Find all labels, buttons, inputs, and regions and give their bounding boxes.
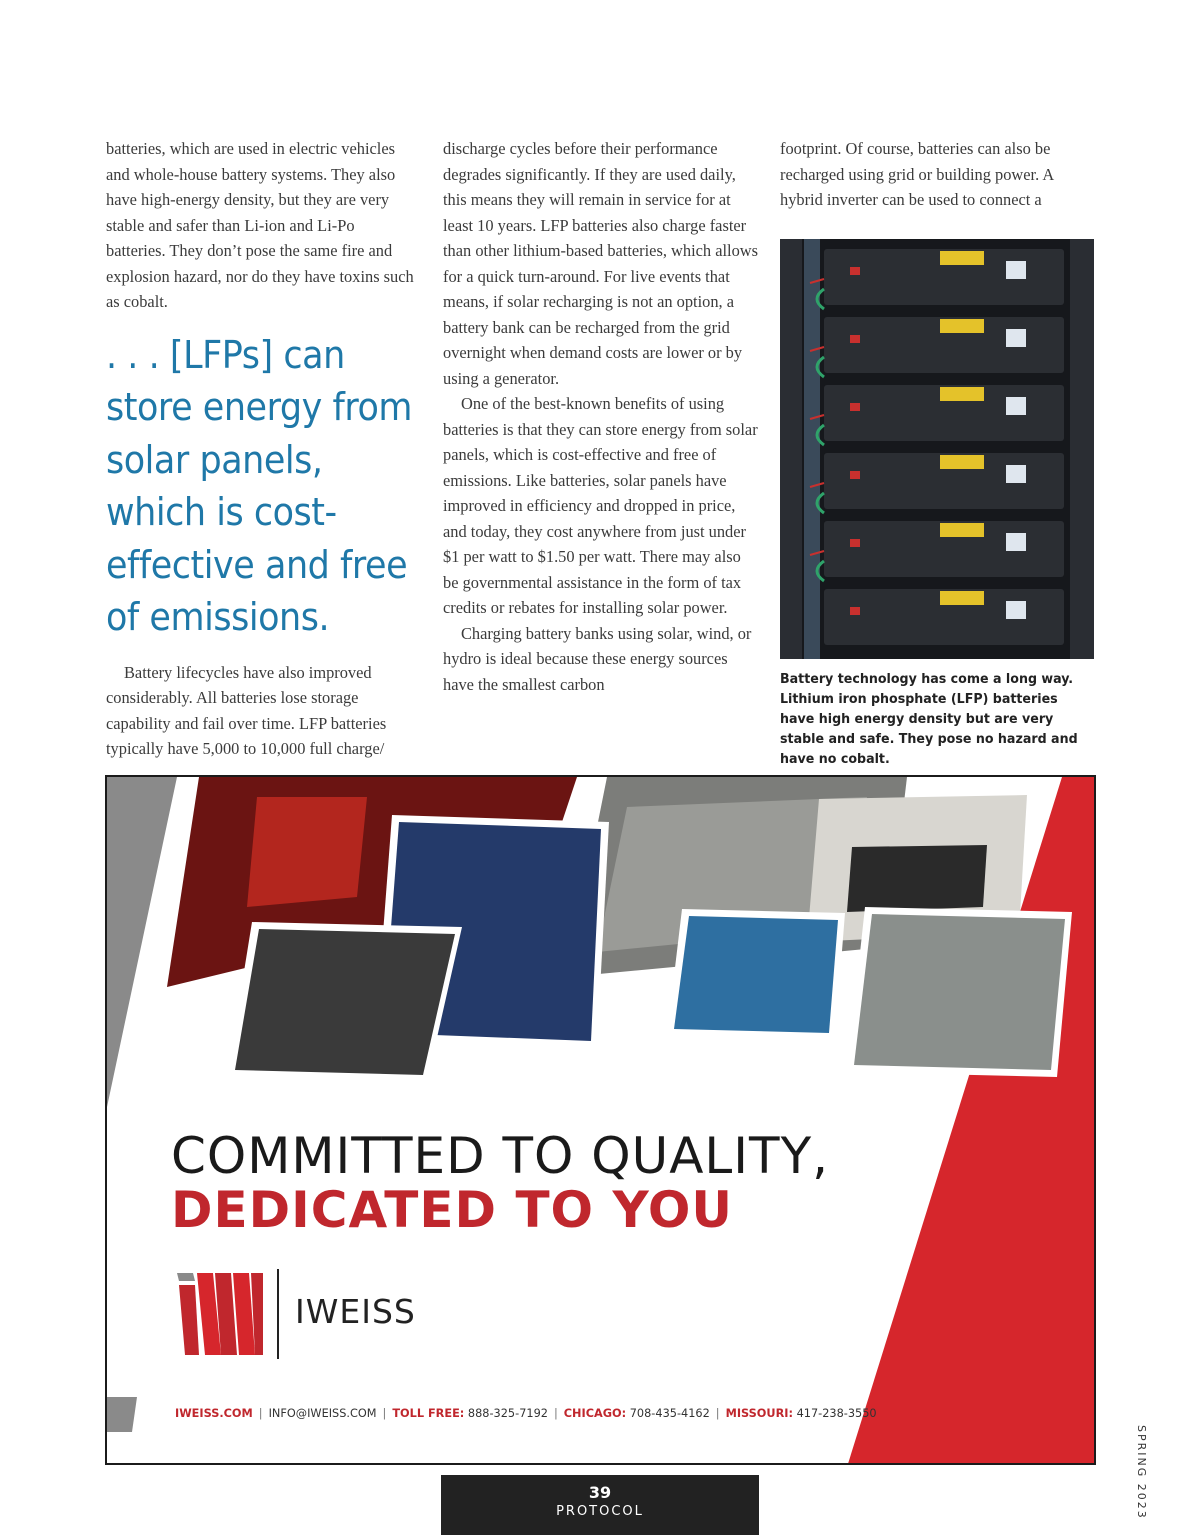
article-paragraph: One of the best-known benefits of using batteries is that they can store energy from solar panels, which is cost-effective and free of emissions. Like batteries, solar panels have improved in efficiency and dropped in price, and today, they cost anywhere from just under $1 per watt to $1.50 per watt. There may also be governmental assistance in the form of tax credits or rebates for installing solar power. [443,394,758,617]
article-column-3 [780,136,1096,769]
chicago-label: CHICAGO: [563,1407,627,1420]
page-folio [441,1475,759,1535]
article-paragraph: Battery lifecycles have also improved considerably. All batteries lose storage capability and fail over time. LFP batteries typically have 5,000 to 10,000 full charge/ [106,662,387,758]
toll-free-number: 888-325-7192 [467,1407,548,1420]
ad-tagline: DEDICATED TO YOU [171,1181,733,1239]
iweiss-logo-icon [175,1269,265,1359]
article-paragraph: footprint. Of course, batteries can also be recharged using grid or building power. A hybrid inverter can be used to connect a [780,139,1054,209]
pull-quote: . . . [LFPs] can store energy from solar panels, which is cost-effective and free of emissions. [106,332,413,639]
article-column-2 [443,136,759,697]
ad-collage-graphic [107,777,1096,1465]
missouri-label: MISSOURI: [725,1407,793,1420]
email-link[interactable]: INFO@IWEISS.COM [268,1407,377,1420]
article-column-1 [106,136,418,762]
website-link[interactable]: IWEISS.COM [175,1407,253,1420]
battery-rack-image [780,239,1094,659]
contact-line: IWEISS.COM | INFO@IWEISS.COM | TOLL FREE: 888-325-7192 | CHICAGO: 708-435-4162 | MISSOURI: 417-238-3550 [175,1407,877,1420]
issue-label: SPRING 2023 [1135,1425,1148,1520]
article-paragraph: batteries, which are used in electric vehicles and whole-house battery systems. They also have high-energy density, but they are very stable and safer than Li-ion and Li-Po batteries. They don’t pose the same fire and explosion hazard, nor do they have toxins such as cobalt. [106,139,414,311]
missouri-number: 417-238-3550 [796,1407,877,1420]
logo-divider [277,1269,279,1359]
ad-headline: COMMITTED TO QUALITY, [171,1127,830,1185]
photo-caption: Battery technology has come a long way. Lithium iron phosphate (LFP) batteries have high energy density but are very stable and safe. They pose no hazard and have no cobalt. [780,670,1078,767]
iweiss-advertisement [105,775,1096,1465]
chicago-number: 708-435-4162 [629,1407,710,1420]
page-number: 39 [588,1483,612,1502]
article-paragraph: Charging battery banks using solar, wind, or hydro is ideal because these energy sources have the smallest carbon [443,623,752,694]
article-paragraph: discharge cycles before their performance degrades significantly. If they are used daily, this means they will remain in service for at least 10 years. LFP batteries also charge faster than other lithium-based batteries, which allows for a quick turn-around. For live events that means, if solar recharging is not an option, a battery bank can be recharged from the grid overnight when demand costs are lower or by using a generator. [443,139,758,388]
brand-name: IWEISS [295,1292,416,1331]
toll-free-label: TOLL FREE: [392,1407,465,1420]
magazine-name: PROTOCOL [556,1504,644,1519]
battery-rack-photo [780,239,1094,659]
